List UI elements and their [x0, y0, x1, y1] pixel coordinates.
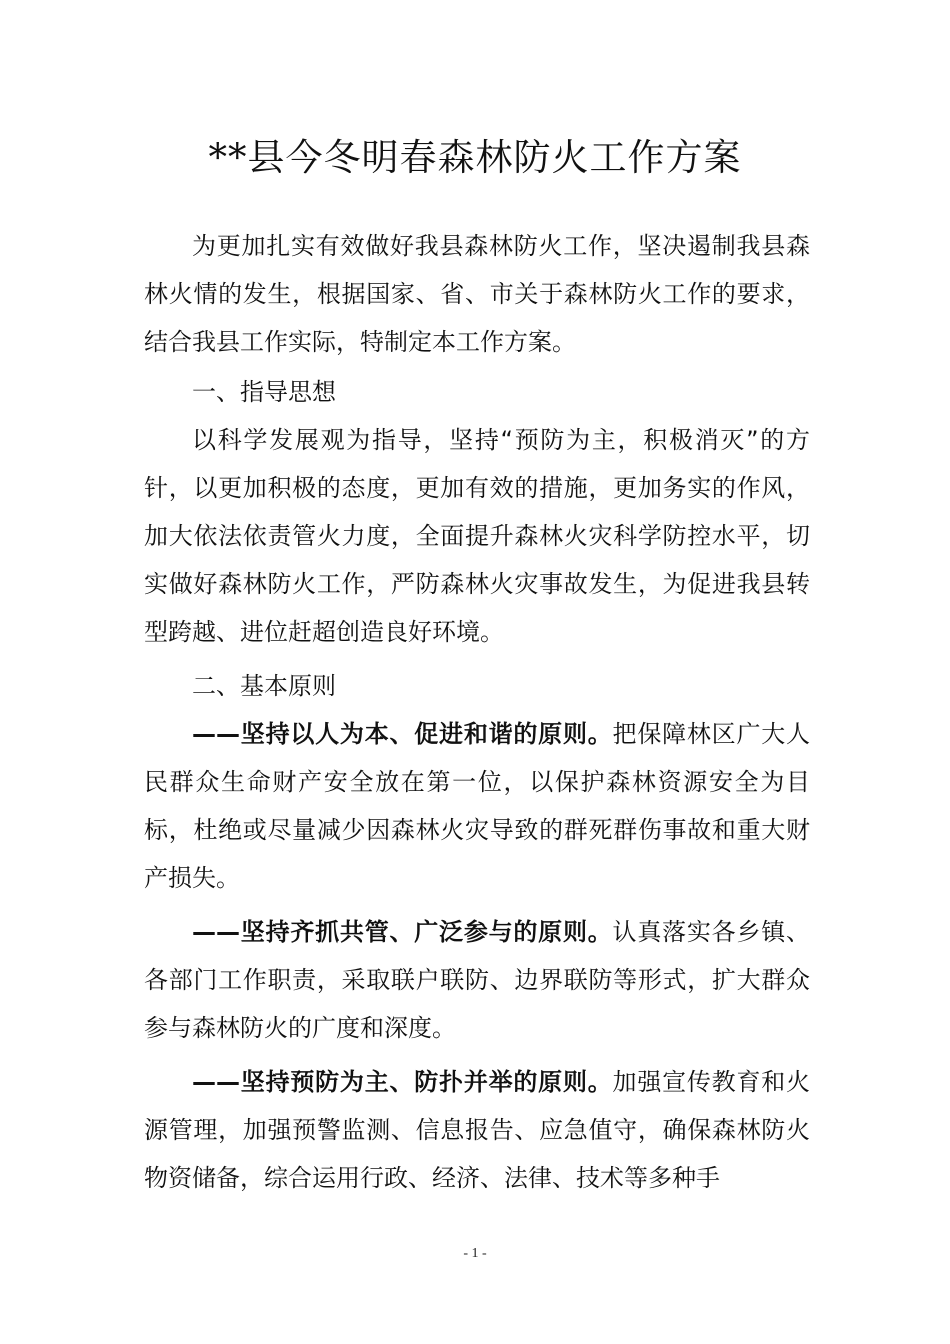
document-title: **县今冬明春森林防火工作方案	[208, 136, 742, 179]
document-body	[144, 222, 810, 1202]
principle-text: 把保障林区广大人民群众生命财产安全放在第一位，以保护森林资源安全为目标，杜绝或尽量减少因森林火灾导致的群死群伤事故和重大财产损失。	[144, 720, 811, 892]
section-heading-guiding-ideology: 一、指导思想	[192, 378, 336, 406]
intro-paragraph: 为更加扎实有效做好我县森林防火工作，坚决遏制我县森林火情的发生，根据国家、省、市关于森林防火工作的要求，结合我县工作实际，特制定本工作方案。	[144, 232, 810, 356]
principle-paragraph	[144, 908, 810, 1052]
principle-paragraph	[144, 1058, 810, 1202]
section-heading-basic-principles: 二、基本原则	[192, 672, 336, 700]
principle-lead: ——坚持以人为本、促进和谐的原则。	[192, 720, 613, 748]
page-number: - 1 -	[463, 1246, 487, 1261]
principle-lead: ——坚持预防为主、防扑并举的原则。	[192, 1068, 613, 1096]
principle-text: 加强宣传教育和火源管理，加强预警监测、信息报告、应急值守，确保森林防火物资储备，综合运用行政、经济、法律、技术等多种手	[144, 1068, 811, 1192]
principle-paragraph	[144, 710, 810, 902]
principle-text: 认真落实各乡镇、各部门工作职责，采取联户联防、边界联防等形式，扩大群众参与森林防火的广度和深度。	[144, 918, 811, 1042]
guiding-ideology-paragraph: 以科学发展观为指导，坚持“预防为主，积极消灭”的方针，以更加积极的态度，更加有效的措施，更加务实的作风，加大依法依责管火力度，全面提升森林火灾科学防控水平，切实做好森林防火工作，严防森林火灾事故发生，为促进我县转型跨越、进位赶超创造良好环境。	[144, 426, 810, 646]
principle-lead: ——坚持齐抓共管、广泛参与的原则。	[192, 918, 613, 946]
